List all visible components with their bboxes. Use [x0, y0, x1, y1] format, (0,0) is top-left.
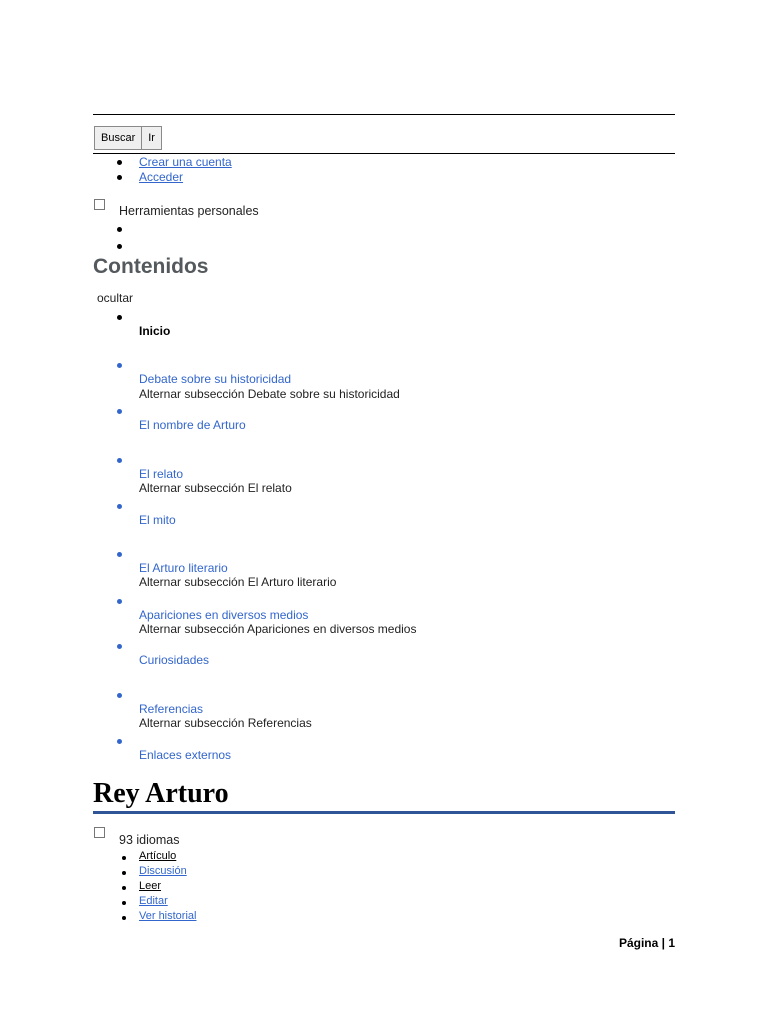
search-rule	[93, 153, 675, 154]
toc-item-enlaces[interactable]: Enlaces externos	[139, 748, 232, 762]
toc-item-historicidad[interactable]: Debate sobre su historicidad	[139, 372, 292, 386]
toc-toggle-literario[interactable]: Alternar subsección El Arturo literario	[139, 575, 337, 589]
tab-discussion[interactable]: Discusión	[139, 865, 187, 877]
toc-toggle-historicidad[interactable]: Alternar subsección Debate sobre su historicidad	[139, 387, 400, 401]
languages-checkbox[interactable]	[94, 827, 105, 838]
toc-item-inicio[interactable]: Inicio	[139, 324, 171, 338]
toc-item-literario[interactable]: El Arturo literario	[139, 561, 228, 575]
tab-article[interactable]: Artículo	[139, 850, 177, 862]
bullet	[117, 160, 122, 165]
toc-item-nombre[interactable]: El nombre de Arturo	[139, 418, 246, 432]
toc-item-apariciones[interactable]: Apariciones en diversos medios	[139, 608, 309, 622]
go-button[interactable]: Ir	[142, 126, 162, 150]
tab-read[interactable]: Leer	[139, 880, 162, 892]
toc-item-referencias[interactable]: Referencias	[139, 702, 204, 716]
title-rule	[93, 811, 675, 814]
login-link[interactable]: Acceder	[139, 170, 184, 184]
bullet	[117, 504, 122, 509]
bullet	[122, 916, 126, 920]
languages-label[interactable]: 93 idiomas	[119, 833, 180, 847]
tab-history[interactable]: Ver historial	[139, 910, 197, 922]
bullet	[122, 856, 126, 860]
bullet	[117, 552, 122, 557]
personal-tools-label: Herramientas personales	[119, 204, 259, 218]
create-account-link[interactable]: Crear una cuenta	[139, 155, 232, 169]
toc-toggle-relato[interactable]: Alternar subsección El relato	[139, 481, 292, 495]
bullet	[117, 599, 122, 604]
search-button[interactable]: Buscar	[94, 126, 142, 150]
bullet	[117, 227, 122, 232]
bullet	[122, 886, 126, 890]
bullet	[117, 315, 122, 320]
bullet	[117, 458, 122, 463]
bullet	[117, 409, 122, 414]
personal-tools-checkbox[interactable]	[94, 199, 105, 210]
toc-item-relato[interactable]: El relato	[139, 467, 184, 481]
bullet	[122, 871, 126, 875]
bullet	[117, 739, 122, 744]
toc-heading: Contenidos	[93, 255, 209, 278]
toc-toggle-referencias[interactable]: Alternar subsección Referencias	[139, 716, 312, 730]
bullet	[122, 901, 126, 905]
page-title: Rey Arturo	[93, 778, 229, 809]
bullet	[117, 175, 122, 180]
toc-toggle-apariciones[interactable]: Alternar subsección Apariciones en diversos medios	[139, 622, 417, 636]
tab-edit[interactable]: Editar	[139, 895, 168, 907]
bullet	[117, 693, 122, 698]
toc-hide-toggle[interactable]: ocultar	[97, 291, 134, 305]
bullet	[117, 644, 122, 649]
toc-item-curiosidades[interactable]: Curiosidades	[139, 653, 210, 667]
toc-item-mito[interactable]: El mito	[139, 513, 176, 527]
bullet	[117, 244, 122, 249]
search-bar	[94, 126, 162, 150]
top-rule	[93, 114, 675, 115]
page-number: Página | 1	[618, 936, 675, 950]
bullet	[117, 363, 122, 368]
